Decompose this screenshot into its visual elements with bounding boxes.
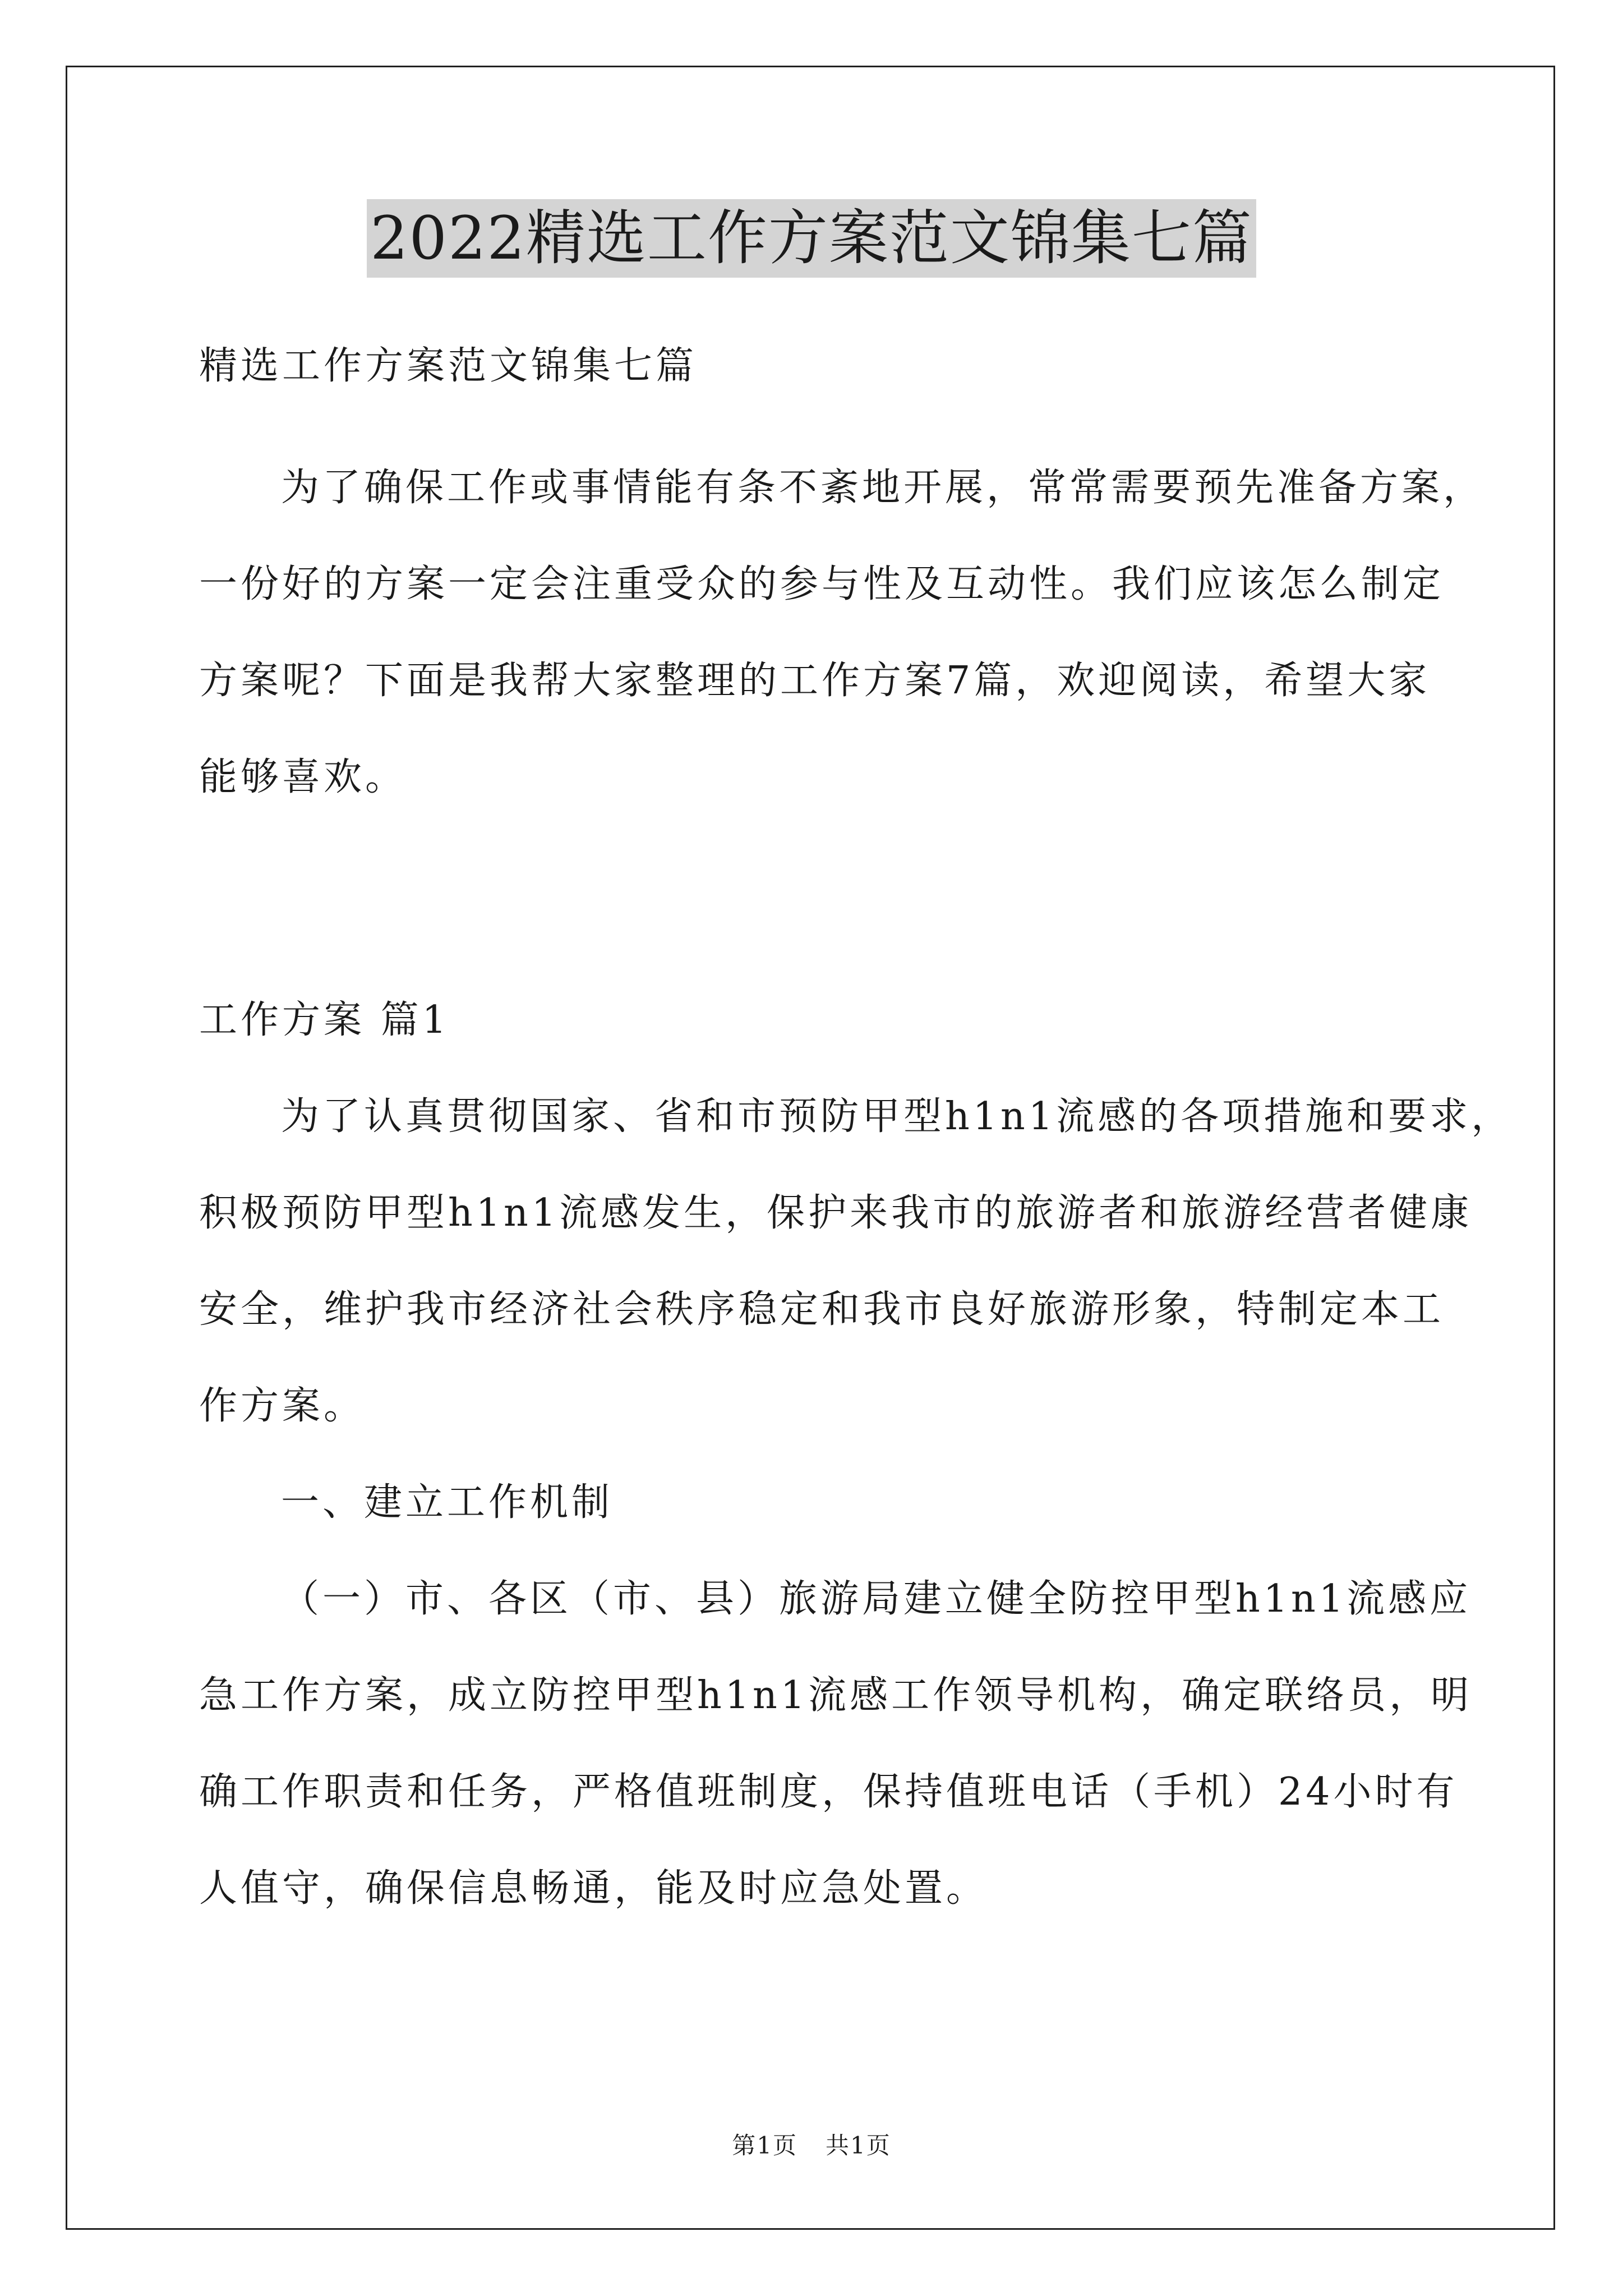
paragraph-line: 人值守，确保信息畅通，能及时应急处置。 (199, 1866, 988, 1911)
document-subtitle-block (199, 318, 1422, 415)
section-heading: 工作方案 篇1 (199, 998, 450, 1042)
subheading: 一、建立工作机制 (281, 1480, 614, 1525)
page-footer (0, 2129, 1623, 2162)
paragraph-line: 一份好的方案一定会注重受众的参与性及互动性。我们应该怎么制定 (199, 562, 1445, 606)
intro-paragraph (199, 440, 1485, 826)
paragraph-line: （一）市、各区（市、县）旅游局建立健全防控甲型h1n1流感应 (281, 1577, 1472, 1621)
paragraph-line: 确工作职责和任务，严格值班制度，保持值班电话（手机）24小时有 (199, 1770, 1458, 1814)
paragraph-line: 安全，维护我市经济社会秩序稳定和我市良好旅游形象，特制定本工 (199, 1287, 1445, 1332)
page-number: 第1页 (732, 2132, 797, 2159)
paragraph-line: 方案呢？下面是我帮大家整理的工作方案7篇，欢迎阅读，希望大家 (199, 659, 1431, 703)
section-paragraph-1 (199, 1069, 1513, 1937)
section-heading-block (199, 972, 1422, 1069)
document-title-text: 2022精选工作方案范文锦集七篇 (367, 199, 1256, 278)
page-total: 共1页 (826, 2132, 891, 2159)
paragraph-line: 为了确保工作或事情能有条不紊地开展，常常需要预先准备方案， (281, 466, 1485, 510)
paragraph-line: 能够喜欢。 (199, 755, 407, 799)
paragraph-line: 积极预防甲型h1n1流感发生，保护来我市的旅游者和旅游经营者健康 (199, 1191, 1473, 1235)
paragraph-line: 急工作方案，成立防控甲型h1n1流感工作领导机构，确定联络员，明 (199, 1673, 1473, 1718)
paragraph-line: 为了认真贯彻国家、省和市预防甲型h1n1流感的各项措施和要求， (281, 1094, 1513, 1139)
document-title (0, 199, 1623, 295)
document-subtitle: 精选工作方案范文锦集七篇 (199, 344, 698, 388)
paragraph-line: 作方案。 (199, 1384, 366, 1428)
